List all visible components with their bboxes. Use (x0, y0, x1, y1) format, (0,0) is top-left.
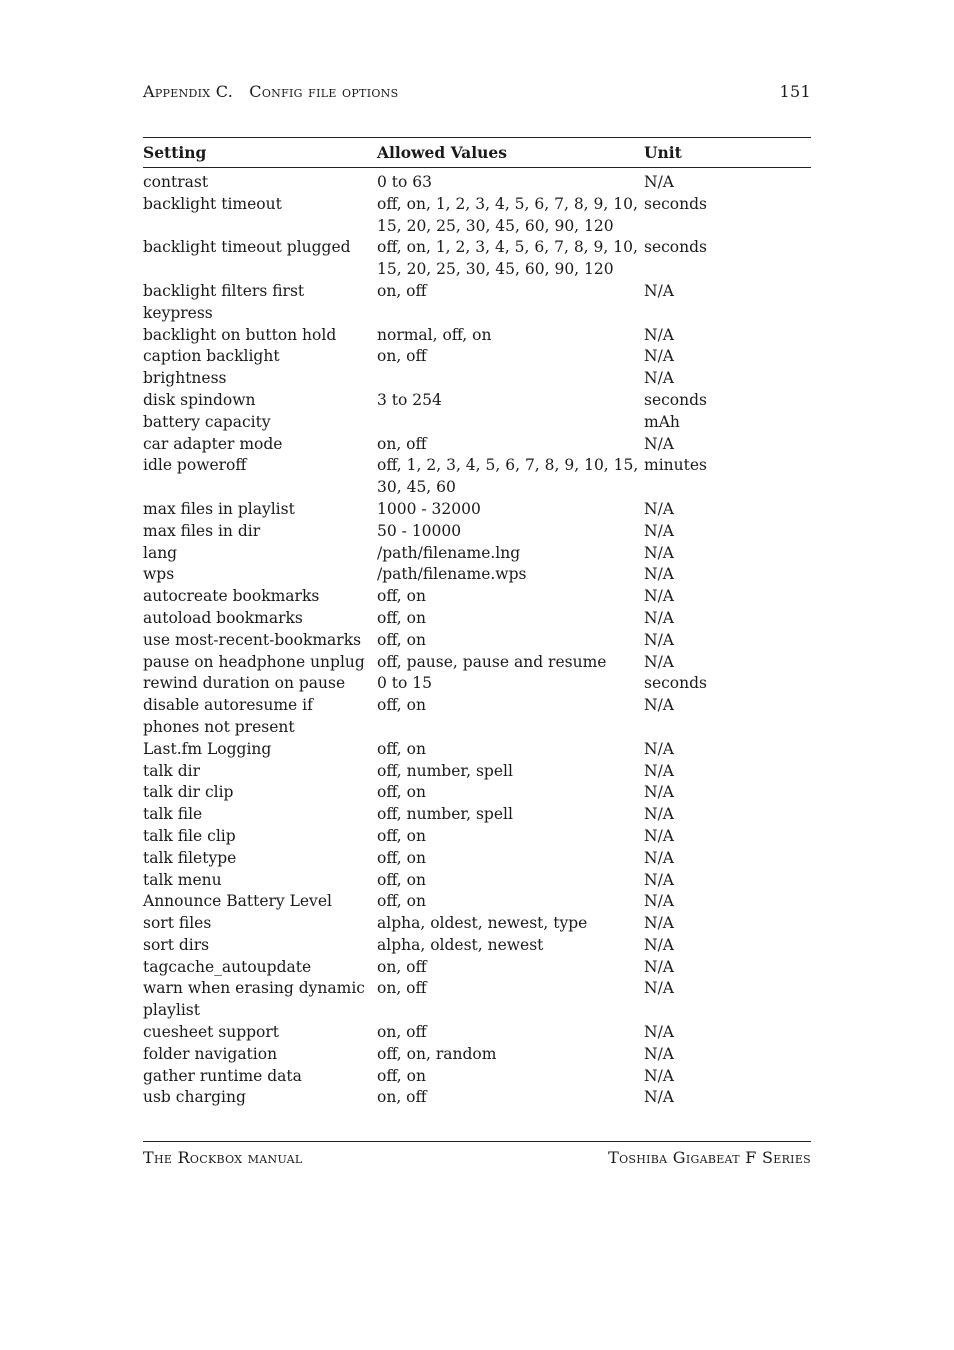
table-row (143, 782, 811, 804)
unit-cell: N/A (644, 369, 674, 388)
column-header-unit: Unit (644, 138, 811, 168)
allowed-values-cell: off, on (377, 608, 426, 627)
unit-cell: N/A (644, 347, 674, 366)
allowed-values-cell: /path/filename.lng (377, 543, 521, 562)
unit-cell: seconds (644, 674, 707, 693)
table-row (143, 499, 811, 521)
allowed-values-cell: alpha, oldest, newest, type (377, 914, 588, 933)
setting-cell: car adapter mode (143, 434, 283, 453)
setting-cell: backlight filters first keypress (143, 281, 305, 322)
setting-cell: talk filetype (143, 848, 237, 867)
allowed-values-cell: on, off (377, 1088, 427, 1107)
table-header-row (143, 138, 811, 168)
running-header (143, 82, 811, 102)
setting-cell: autocreate bookmarks (143, 587, 320, 606)
table-row (143, 434, 811, 456)
setting-cell: brightness (143, 369, 227, 388)
allowed-values-cell: off, on, 1, 2, 3, 4, 5, 6, 7, 8, 9, 10, 15, 20, 25, 30, 45, 60, 90, 120 (377, 238, 638, 279)
allowed-values-cell: off, on (377, 783, 426, 802)
table-row (143, 586, 811, 608)
table-row (143, 630, 811, 652)
table-row (143, 826, 811, 848)
table-row (143, 1087, 811, 1109)
allowed-values-cell: off, on (377, 892, 426, 911)
setting-cell: lang (143, 543, 178, 562)
allowed-values-cell: on, off (377, 434, 427, 453)
unit-cell: N/A (644, 914, 674, 933)
table-row (143, 913, 811, 935)
setting-cell: Announce Battery Level (143, 892, 332, 911)
allowed-values-cell: alpha, oldest, newest (377, 935, 544, 954)
table-row (143, 957, 811, 979)
allowed-values-cell: off, on (377, 630, 426, 649)
table-row (143, 608, 811, 630)
unit-cell: N/A (644, 696, 674, 715)
allowed-values-cell: on, off (377, 979, 427, 998)
footer-manual-title: The Rockbox manual (143, 1148, 303, 1167)
allowed-values-cell: off, on (377, 1066, 426, 1085)
allowed-values-cell: off, 1, 2, 3, 4, 5, 6, 7, 8, 9, 10, 15, 30, 45, 60 (377, 456, 639, 497)
column-header-allowed-values: Allowed Values (377, 138, 644, 168)
unit-cell: N/A (644, 870, 674, 889)
config-options-table (143, 137, 811, 1109)
setting-cell: contrast (143, 173, 209, 191)
table-row (143, 1044, 811, 1066)
table-row (143, 1022, 811, 1044)
table-row (143, 935, 811, 957)
unit-cell: N/A (644, 499, 674, 518)
table-row (143, 521, 811, 543)
allowed-values-cell: off, number, spell (377, 805, 513, 824)
allowed-values-cell: off, on (377, 848, 426, 867)
table-row (143, 848, 811, 870)
setting-cell: disk spindown (143, 390, 256, 409)
table-row (143, 739, 811, 761)
allowed-values-cell: 3 to 254 (377, 390, 442, 409)
allowed-values-cell: on, off (377, 957, 427, 976)
table-row (143, 870, 811, 892)
table-row (143, 325, 811, 347)
table-row (143, 652, 811, 674)
unit-cell: N/A (644, 1088, 674, 1107)
setting-cell: Last.fm Logging (143, 739, 272, 758)
table-row (143, 390, 811, 412)
unit-cell: mAh (644, 412, 680, 431)
unit-cell: N/A (644, 1023, 674, 1042)
allowed-values-cell (377, 368, 644, 390)
allowed-values-cell: off, on, 1, 2, 3, 4, 5, 6, 7, 8, 9, 10, 15, 20, 25, 30, 45, 60, 90, 120 (377, 194, 638, 235)
setting-cell: autoload bookmarks (143, 608, 303, 627)
unit-cell: N/A (644, 521, 674, 540)
allowed-values-cell: on, off (377, 281, 427, 300)
unit-cell: N/A (644, 543, 674, 562)
unit-cell: N/A (644, 325, 674, 344)
setting-cell: disable autoresume if phones not present (143, 696, 313, 736)
setting-cell: talk menu (143, 870, 222, 889)
allowed-values-cell: off, on (377, 870, 426, 889)
unit-cell: N/A (644, 739, 674, 758)
setting-cell: talk file clip (143, 826, 236, 845)
unit-cell: N/A (644, 434, 674, 453)
unit-cell: N/A (644, 1044, 674, 1063)
setting-cell: rewind duration on pause (143, 674, 346, 693)
allowed-values-cell: on, off (377, 1023, 427, 1042)
unit-cell: N/A (644, 630, 674, 649)
setting-cell: folder navigation (143, 1044, 278, 1063)
unit-cell: N/A (644, 761, 674, 780)
unit-cell: N/A (644, 608, 674, 627)
setting-cell: sort files (143, 914, 212, 933)
allowed-values-cell: normal, off, on (377, 325, 492, 344)
unit-cell: seconds (644, 238, 707, 257)
allowed-values-cell: off, on, random (377, 1044, 497, 1063)
allowed-values-cell: on, off (377, 347, 427, 366)
chapter-title: Appendix C. Config file options (143, 82, 399, 101)
allowed-values-cell (377, 412, 644, 434)
allowed-values-cell: off, on (377, 826, 426, 845)
table-row (143, 1066, 811, 1088)
table-row (143, 412, 811, 434)
table-row (143, 673, 811, 695)
setting-cell: use most-recent-bookmarks (143, 630, 362, 649)
table-row (143, 761, 811, 783)
allowed-values-cell: 0 to 15 (377, 674, 432, 693)
manual-page (143, 0, 811, 1350)
running-footer (143, 1141, 811, 1169)
table-row (143, 281, 811, 325)
table-row (143, 368, 811, 390)
setting-cell: usb charging (143, 1088, 246, 1107)
setting-cell: gather runtime data (143, 1066, 302, 1085)
setting-cell: backlight timeout (143, 194, 282, 213)
unit-cell: seconds (644, 194, 707, 213)
setting-cell: wps (143, 565, 175, 584)
allowed-values-cell: off, number, spell (377, 761, 513, 780)
setting-cell: battery capacity (143, 412, 271, 431)
setting-cell: max files in playlist (143, 499, 295, 518)
setting-cell: tagcache_autoupdate (143, 957, 312, 976)
allowed-values-cell: off, on (377, 587, 426, 606)
unit-cell: N/A (644, 565, 674, 584)
table-row (143, 804, 811, 826)
setting-cell: warn when erasing dynamic playlist (143, 979, 365, 1020)
allowed-values-cell: off, pause, pause and resume (377, 652, 607, 671)
allowed-values-cell: off, on (377, 739, 426, 758)
unit-cell: N/A (644, 935, 674, 954)
unit-cell: N/A (644, 979, 674, 998)
setting-cell: cuesheet support (143, 1023, 280, 1042)
setting-cell: sort dirs (143, 935, 210, 954)
unit-cell: N/A (644, 826, 674, 845)
column-header-setting: Setting (143, 138, 377, 168)
allowed-values-cell: /path/filename.wps (377, 565, 527, 584)
table-row (143, 194, 811, 238)
unit-cell: N/A (644, 1066, 674, 1085)
unit-cell: seconds (644, 390, 707, 409)
unit-cell: N/A (644, 957, 674, 976)
table-row (143, 564, 811, 586)
setting-cell: max files in dir (143, 521, 261, 540)
setting-cell: idle poweroff (143, 456, 247, 475)
unit-cell: N/A (644, 173, 674, 191)
allowed-values-cell: 50 - 10000 (377, 521, 462, 540)
unit-cell: N/A (644, 848, 674, 867)
table-row (143, 891, 811, 913)
table-row (143, 978, 811, 1022)
table-row (143, 168, 811, 194)
setting-cell: backlight timeout plugged (143, 238, 351, 257)
unit-cell: N/A (644, 281, 674, 300)
allowed-values-cell: 1000 - 32000 (377, 499, 481, 518)
unit-cell: N/A (644, 892, 674, 911)
unit-cell: N/A (644, 805, 674, 824)
setting-cell: pause on headphone unplug (143, 652, 365, 671)
unit-cell: N/A (644, 587, 674, 606)
setting-cell: talk dir (143, 761, 201, 780)
table-row (143, 543, 811, 565)
setting-cell: talk file (143, 805, 203, 824)
unit-cell: N/A (644, 652, 674, 671)
table-row (143, 237, 811, 281)
table-row (143, 346, 811, 368)
table-row (143, 695, 811, 739)
table-row (143, 455, 811, 499)
page-number: 151 (779, 82, 811, 101)
setting-cell: talk dir clip (143, 783, 234, 802)
setting-cell: caption backlight (143, 347, 280, 366)
allowed-values-cell: 0 to 63 (377, 173, 432, 191)
setting-cell: backlight on button hold (143, 325, 337, 344)
unit-cell: minutes (644, 456, 707, 475)
unit-cell: N/A (644, 783, 674, 802)
allowed-values-cell: off, on (377, 696, 426, 715)
footer-device-series: Toshiba Gigabeat F Series (608, 1148, 811, 1167)
